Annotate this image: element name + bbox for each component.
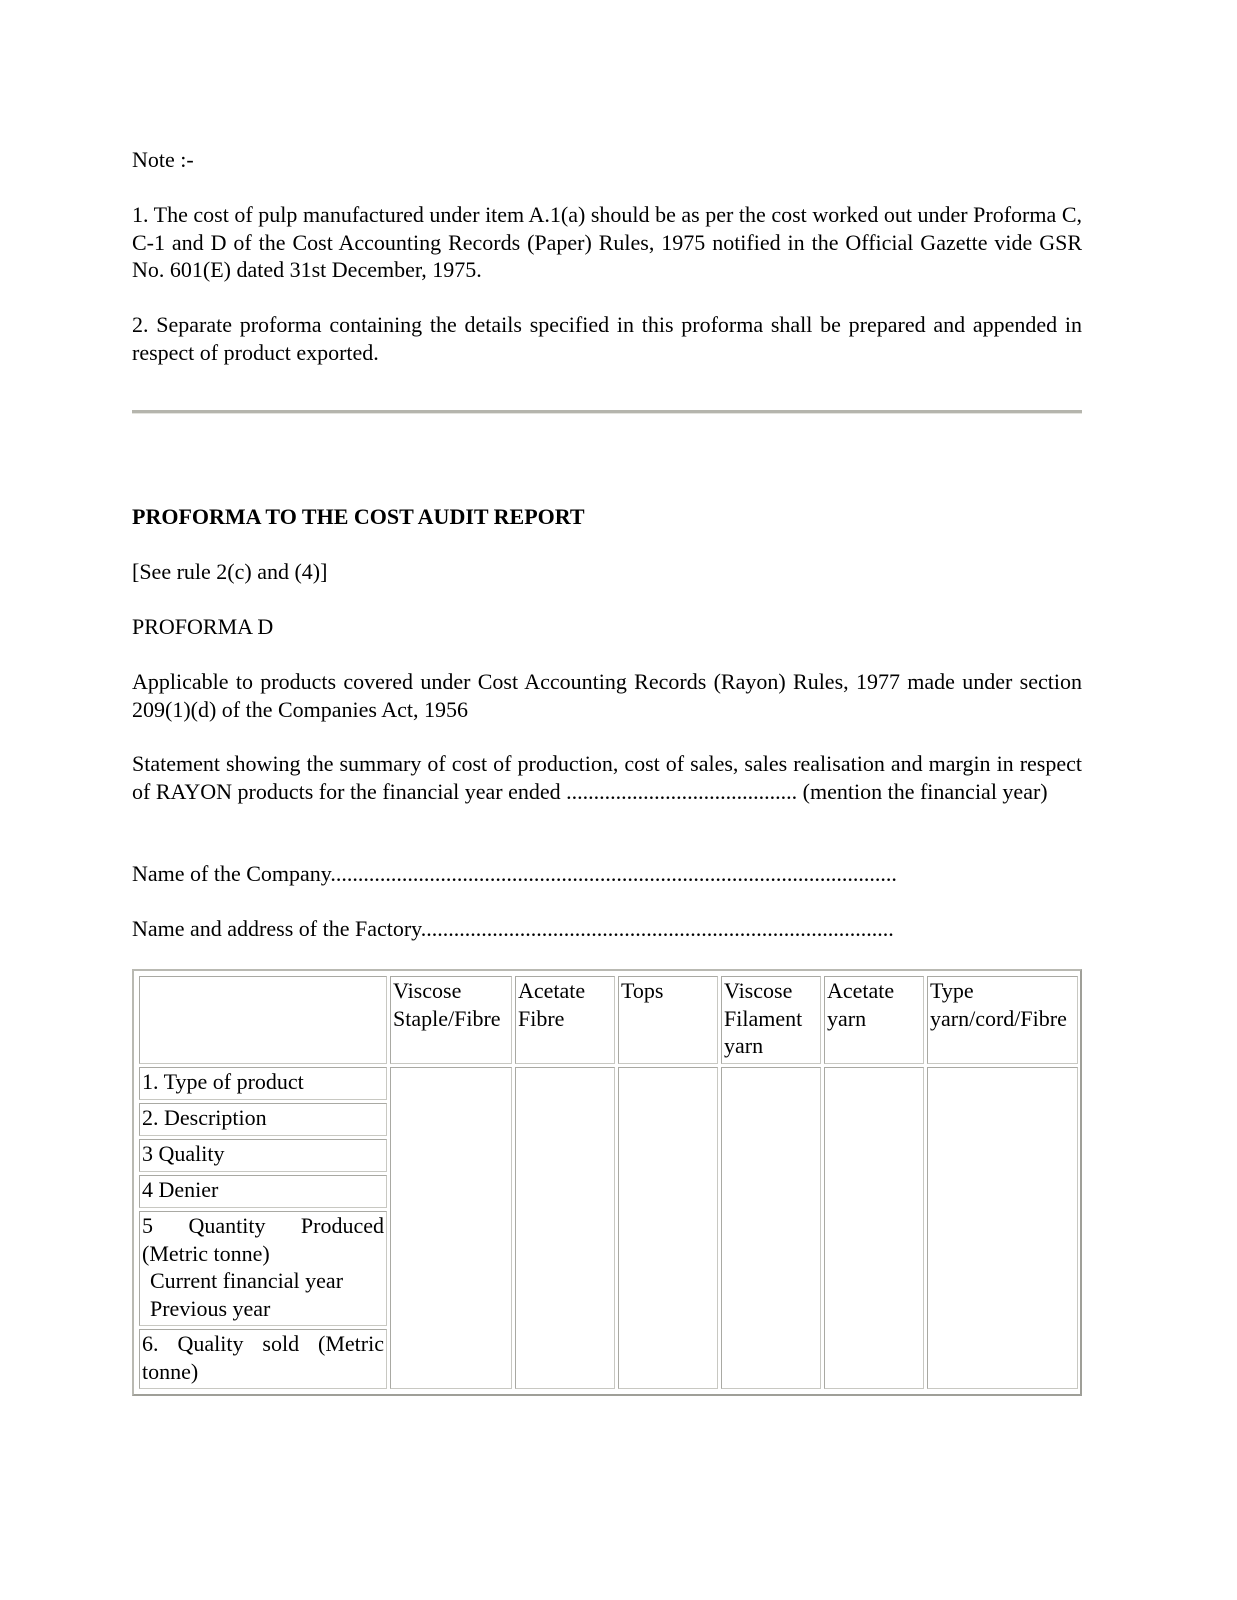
- notes-heading: Note :-: [132, 147, 194, 172]
- row-label-quality-sold: 6. Quality sold (Metric tonne): [139, 1329, 387, 1389]
- data-cell: [927, 1067, 1078, 1389]
- quantity-produced-label: 5 Quantity Produced (Metric tonne): [142, 1213, 384, 1266]
- column-header: Tops: [618, 976, 718, 1064]
- note-2: 2. Separate proforma containing the details specified in this proforma shall be prepared and appended in respect of product exported.: [132, 312, 1082, 365]
- note-1: 1. The cost of pulp manufactured under item A.1(a) should be as per the cost worked out under Proforma C, C-1 and D of the Cost Accounting Records (Paper) Rules, 1975 notified in the Official Gazette vide GSR No. 601(E) dated 31st December, 1975.: [132, 202, 1082, 282]
- statement-text: Statement showing the summary of cost of production, cost of sales, sales realisation and margin in respect of RAYON products for the financial year ended .......................................... (mention the financial year): [132, 751, 1082, 804]
- proforma-name: PROFORMA D: [132, 614, 274, 639]
- rule-reference: [See rule 2(c) and (4)]: [132, 559, 328, 584]
- row-label-description: 2. Description: [139, 1103, 387, 1136]
- proforma-grid: [136, 973, 1081, 1392]
- data-cell: [824, 1067, 924, 1389]
- proforma-title: PROFORMA TO THE COST AUDIT REPORT: [132, 504, 585, 529]
- column-header: Viscose Filament yarn: [721, 976, 821, 1064]
- data-cell: [618, 1067, 718, 1389]
- horizontal-divider: [132, 410, 1082, 414]
- proforma-table: [132, 969, 1082, 1396]
- header-empty-cell: [139, 976, 387, 1064]
- data-cell: [515, 1067, 615, 1389]
- column-header: Viscose Staple/Fibre: [390, 976, 512, 1064]
- row-label-quality: 3 Quality: [139, 1139, 387, 1172]
- column-header: Acetate yarn: [824, 976, 924, 1064]
- factory-address-line: Name and address of the Factory......................................................................................: [132, 916, 894, 941]
- row-label-type-of-product: 1. Type of product: [139, 1067, 387, 1100]
- table-row: [139, 1067, 1078, 1100]
- row-label-denier: 4 Denier: [139, 1175, 387, 1208]
- row-label-quantity-produced: [139, 1211, 387, 1326]
- data-cell: [390, 1067, 512, 1389]
- current-financial-year-label: Current financial year: [150, 1268, 344, 1293]
- company-name-line: Name of the Company.......................................................................................................: [132, 861, 897, 886]
- data-cell: [721, 1067, 821, 1389]
- column-header: Acetate Fibre: [515, 976, 615, 1064]
- column-header: Type yarn/cord/Fibre: [927, 976, 1078, 1064]
- table-header-row: [139, 976, 1078, 1064]
- applicability-text: Applicable to products covered under Cost Accounting Records (Rayon) Rules, 1977 made under section 209(1)(d) of the Companies Act, 1956: [132, 669, 1082, 722]
- previous-year-label: Previous year: [150, 1295, 271, 1321]
